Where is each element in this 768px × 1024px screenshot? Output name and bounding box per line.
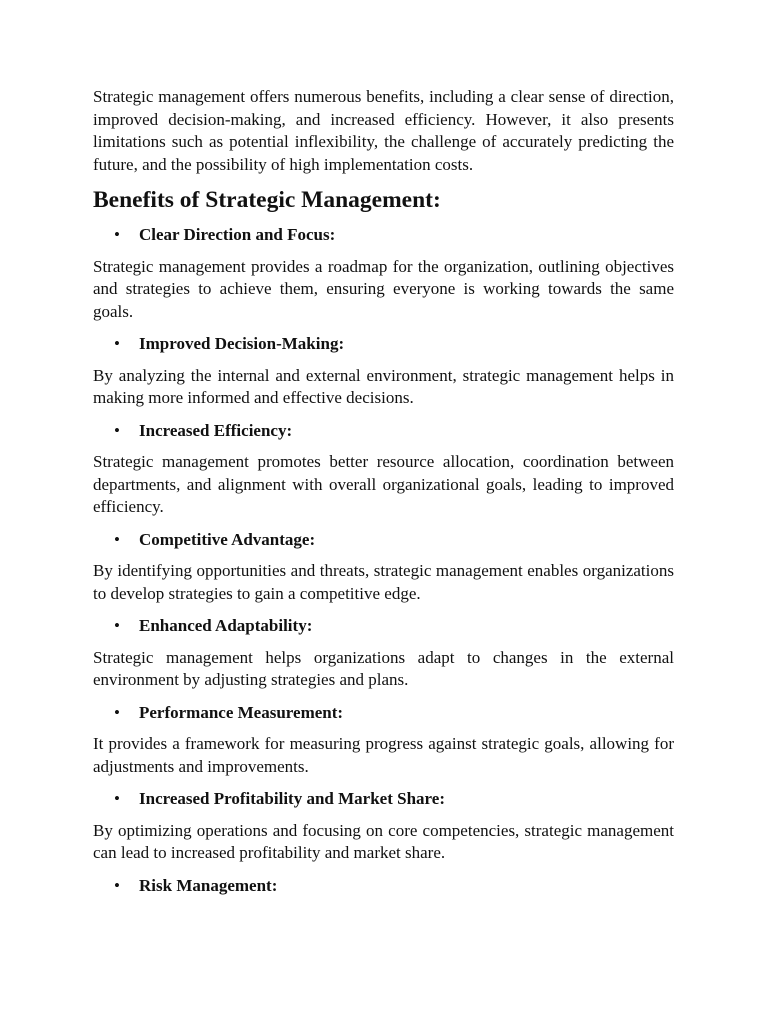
intro-paragraph: Strategic management offers numerous benefits, including a clear sense of direction, improved decision-making, and increased efficiency. However, it also presents limitations such as potential inflexibility, the challenge of accurately predicting the future, and the possibility of high implementation costs. xyxy=(93,87,674,174)
bullet-label: Performance Measurement: xyxy=(139,702,344,722)
bullet-label: Clear Direction and Focus: xyxy=(139,225,336,244)
bullet-label: Risk Management: xyxy=(139,875,278,895)
bullet-item xyxy=(93,224,674,247)
bullet-item xyxy=(93,529,674,552)
bullet-item xyxy=(93,875,674,898)
bullet-item xyxy=(93,788,674,811)
bullet-icon: • xyxy=(114,702,120,722)
item-description: Strategic management promotes better resource allocation, coordination between departments, and alignment with overall organizational goals, leading to improved efficiency. xyxy=(93,452,674,516)
item-description: By identifying opportunities and threats, strategic management enables organizations to develop strategies to gain a competitive edge. xyxy=(93,561,674,603)
bullet-label: Increased Efficiency: xyxy=(139,420,293,440)
item-description: By analyzing the internal and external environment, strategic management helps in making more informed and effective decisions. xyxy=(93,365,674,407)
bullet-icon: • xyxy=(114,875,120,895)
bullet-icon: • xyxy=(114,616,120,635)
bullet-label: Increased Profitability and Market Share: xyxy=(139,789,445,808)
bullet-item xyxy=(93,615,674,638)
bullet-label: Enhanced Adaptability: xyxy=(139,616,313,635)
item-description: Strategic management helps organizations adapt to changes in the external environment by adjusting strategies and plans. xyxy=(93,647,674,689)
bullet-label: Improved Decision-Making: xyxy=(139,334,345,353)
bullet-icon: • xyxy=(114,225,120,244)
bullet-icon: • xyxy=(114,529,120,549)
item-description: By optimizing operations and focusing on core competencies, strategic management can lead to increased profitability and market share. xyxy=(93,820,674,862)
bullet-item xyxy=(93,420,674,443)
section-heading: Benefits of Strategic Management: xyxy=(93,187,441,213)
item-description: It provides a framework for measuring progress against strategic goals, allowing for adjustments and improvements. xyxy=(93,734,674,776)
bullet-item xyxy=(93,702,674,725)
bullet-label: Competitive Advantage: xyxy=(139,529,316,549)
document-page xyxy=(93,86,674,906)
bullet-icon: • xyxy=(114,420,120,440)
bullet-icon: • xyxy=(114,334,120,353)
item-description: Strategic management provides a roadmap for the organization, outlining objectives and strategies to achieve them, ensuring everyone is working towards the same goals. xyxy=(93,256,674,321)
bullet-icon: • xyxy=(114,789,120,808)
bullet-item xyxy=(93,333,674,356)
